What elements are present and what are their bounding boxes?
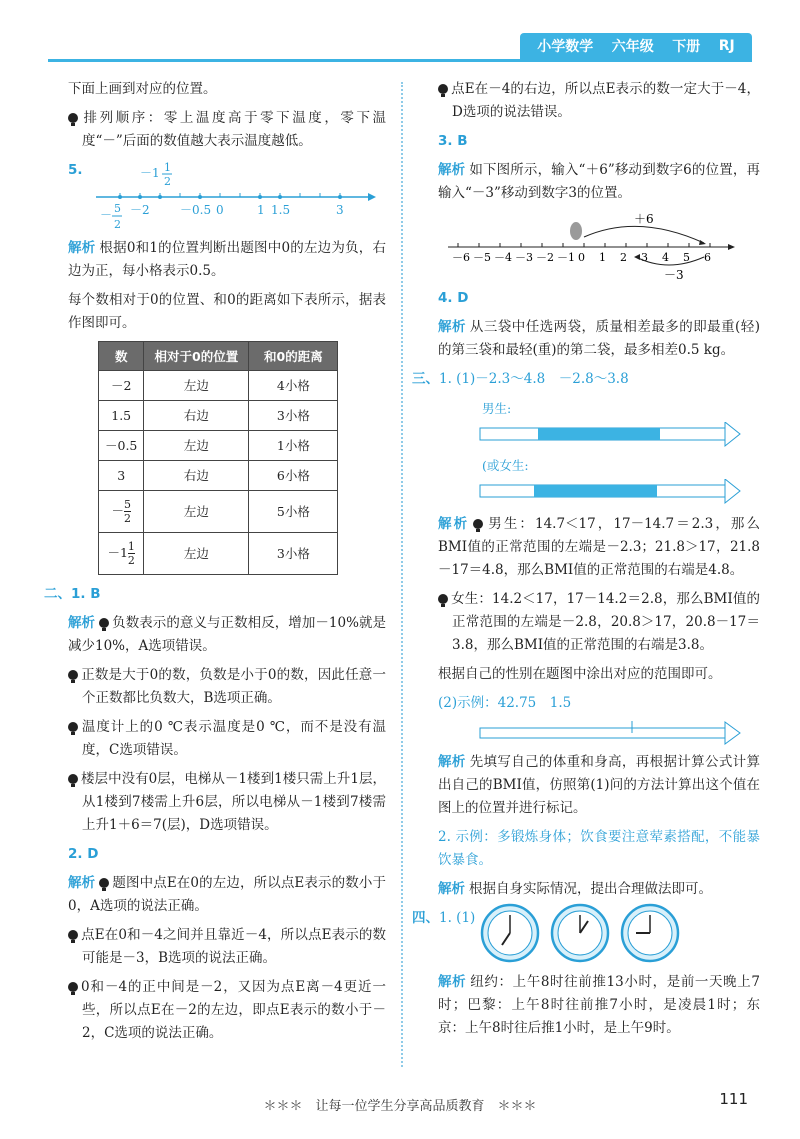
female-label: (或女生: — [482, 458, 529, 473]
s2-q1-analysis — [68, 612, 386, 658]
th-dist: 和0的距离 — [249, 342, 338, 371]
cell: 3小格 — [249, 533, 338, 575]
s2-q1 — [44, 583, 386, 606]
table-row — [99, 401, 338, 431]
s4-analysis — [438, 971, 760, 1040]
frac-sign: － — [111, 503, 124, 518]
tick-label: －1 — [557, 251, 575, 264]
point-neg-2-5 — [118, 195, 122, 199]
table-row — [99, 371, 338, 401]
left-column — [44, 78, 387, 1051]
analysis-label: 解析 — [68, 615, 96, 631]
analysis-label: 解析 — [438, 974, 467, 990]
header-edition: RJ — [718, 38, 735, 54]
bullet-text: 0和－4的正中间是－2，又因为点E离－4更近一些，所以点E在－2的左边，即点E表示的数小于－2，C选项的说法正确。 — [81, 979, 386, 1041]
q5-number-line — [68, 159, 386, 237]
table-row — [99, 491, 338, 533]
bullet-text: 点E在0和－4之间并且靠近－4，所以点E表示的数可能是－3，B选项的说法正确。 — [81, 927, 386, 966]
cell: 5小格 — [249, 491, 338, 533]
label-1-5: 1.5 — [271, 203, 291, 217]
q5-analysis-2: 每个数相对于0的位置、和0的距离如下表所示，据表作图即可。 — [68, 292, 386, 331]
q4-analysis-text: 从三袋中任选两袋，质量相差最多的即最重(轻)的第三袋和最轻(重)的第二袋，最多相差0.5 kg。 — [438, 319, 760, 358]
label-1: 1 — [257, 203, 265, 217]
analysis-label: 解析 — [68, 240, 96, 256]
frac-n: 5 — [123, 498, 131, 511]
frac-whole: 1 — [119, 545, 128, 560]
cell: 1.5 — [99, 401, 144, 431]
s2-q1-analysis-text: 负数表示的意义与正数相反，增加－10%就是减少10%，A选项错误。 — [68, 615, 387, 654]
cell: 右边 — [144, 401, 249, 431]
clock-icon — [622, 905, 678, 961]
s4-q1 — [412, 907, 760, 971]
bullet-text: 楼层中没有0层，电梯从－1楼到1楼只需上升1层，从1楼到7楼需上升6层，所以电梯从－1楼到7楼需上升1＋6＝7(层)，D选项错误。 — [81, 771, 386, 833]
bulb-icon — [438, 594, 448, 604]
tick-label: －2 — [536, 251, 554, 264]
tick-label: －4 — [494, 251, 512, 264]
header-grade: 六年级 — [611, 39, 654, 55]
cell: 左边 — [144, 533, 249, 575]
right-column — [412, 78, 761, 1046]
analysis-label: 解析 — [438, 881, 465, 897]
intro-bullet-text: 排列顺序：零上温度高于零下温度，零下温度“－”后面的数值越大表示温度越低。 — [81, 110, 386, 149]
bulb-icon — [68, 774, 78, 784]
bullet-text: 正数是大于0的数，负数是小于0的数，因此任意一个正数都比负数大，B选项正确。 — [81, 667, 386, 706]
th-num: 数 — [99, 342, 144, 371]
header-rule — [48, 59, 752, 62]
cell-fraction — [99, 491, 144, 533]
frac-d: 2 — [127, 554, 135, 567]
male-range-fill — [538, 428, 660, 440]
robot-icon — [570, 222, 582, 240]
s3-analysis-3: 根据自己的性别在题图中涂出对应的范围即可。 — [438, 666, 722, 682]
bulb-icon — [99, 618, 109, 628]
cell: －2 — [99, 371, 144, 401]
table-row — [99, 533, 338, 575]
tick-label: 6 — [704, 251, 711, 264]
th-pos: 相对于0的位置 — [144, 342, 249, 371]
section-3-label: 三、 — [412, 371, 439, 387]
bulb-icon — [68, 113, 78, 123]
bulb-icon — [438, 84, 448, 94]
q3-answer: 3. B — [438, 133, 468, 149]
label-neg0-5: －0.5 — [180, 203, 212, 217]
cell: 3 — [99, 461, 144, 491]
s3-q2-answer: (2)示例：42.75 1.5 — [438, 695, 572, 711]
female-range-fill — [534, 485, 657, 497]
bulb-icon — [68, 982, 78, 992]
s2-q2-analysis — [68, 872, 386, 918]
header-volume: 下册 — [672, 39, 701, 55]
s3-q1-answer: 1. (1)－2.3～4.8 －2.8～3.8 — [439, 371, 629, 387]
sample-ruler — [478, 721, 758, 745]
minus-3-label: －3 — [664, 268, 684, 282]
frac-n: 1 — [127, 540, 135, 553]
section-4-label: 四、 — [412, 910, 439, 926]
q3-analysis-text: 如下图所示，输入“＋6”移动到数字6的位置，再输入“－3”移动到数字3的位置。 — [438, 162, 761, 201]
s2-q1-bullet-4 — [68, 768, 386, 837]
tick-label: 0 — [578, 251, 585, 264]
q5-analysis — [68, 237, 386, 283]
s2-q1-answer: 1. B — [71, 586, 101, 602]
tick-label: －6 — [452, 251, 470, 264]
s3-q1 — [412, 368, 760, 391]
q3-number-line — [428, 211, 750, 283]
cell: 3小格 — [249, 401, 338, 431]
label-neg2: －2 — [130, 203, 150, 217]
bulb-icon — [99, 878, 109, 888]
bullet-text: 温度计上的0 ℃表示温度是0 ℃，而不是没有温度，C选项错误。 — [81, 719, 386, 758]
intro-bullet — [68, 107, 386, 153]
analysis-label: 解析 — [438, 319, 466, 335]
column-divider — [401, 82, 403, 1067]
cell: 左边 — [144, 491, 249, 533]
q4-analysis — [438, 316, 760, 362]
tick-label: －5 — [473, 251, 491, 264]
table-header — [99, 342, 338, 371]
clock-icon — [552, 905, 608, 961]
s3-q3-analysis-text: 根据自身实际情况，提出合理做法即可。 — [469, 881, 712, 897]
table-row — [99, 431, 338, 461]
label-3: 3 — [336, 203, 344, 217]
s3-q3-answer: 2. 示例：多锻炼身体；饮食要注意荤素搭配，不能暴饮暴食。 — [438, 829, 760, 868]
q4-answer: 4. D — [438, 290, 469, 306]
bulb-icon — [68, 930, 78, 940]
r-bullet-1 — [438, 78, 760, 124]
q5-block — [68, 159, 386, 237]
analysis-label: 解析 — [438, 162, 466, 178]
s2-q1-bullet-3 — [68, 716, 386, 762]
cell-fraction — [99, 533, 144, 575]
s3-analysis-1 — [438, 513, 760, 582]
cell: 左边 — [144, 431, 249, 461]
cell: 6小格 — [249, 461, 338, 491]
tick-label: 4 — [662, 251, 669, 264]
bulb-icon — [68, 722, 78, 732]
s3-q2-analysis-text: 先填写自己的体重和身高，再根据计算公式计算出自己的BMI值，仿照第(1)问的方法计算出这个值在图上的位置并进行标记。 — [438, 754, 761, 816]
s3-q3-analysis — [438, 878, 760, 901]
tick-label: 1 — [599, 251, 606, 264]
footer-slogan: ＊＊＊ 让每一位学生分享高品质教育 ＊＊＊ — [263, 1099, 537, 1114]
intro-text: 下面上画到对应的位置。 — [68, 81, 217, 97]
bulb-icon — [473, 519, 483, 529]
q5-number: 5. — [68, 162, 83, 178]
analysis-label: 解析 — [438, 516, 470, 532]
s2-q2-answer: 2. D — [68, 846, 99, 862]
frac-den: 2 — [114, 218, 121, 231]
male-ruler — [478, 422, 758, 448]
q5-analysis-text: 根据0和1的位置判断出题图中0的左边为负，右边为正，每小格表示0.5。 — [68, 240, 386, 279]
cell: 左边 — [144, 371, 249, 401]
s3-q2-analysis — [438, 751, 760, 820]
cell: 右边 — [144, 461, 249, 491]
bullet-text: 女生：14.2＜17，17－14.2＝2.8，那么BMI值的正常范围的左端是－2.8，20.8＞17，20.8－17＝3.8，那么BMI值的正常范围的右端是3.8。 — [451, 591, 760, 653]
analysis-label: 解析 — [68, 875, 96, 891]
frac-sign: － — [100, 208, 113, 222]
table-row — [99, 461, 338, 491]
page-number: 111 — [719, 1090, 748, 1108]
bulb-icon — [68, 670, 78, 680]
cell: －0.5 — [99, 431, 144, 461]
label-0: 0 — [216, 203, 224, 217]
s2-q2-bullet-3 — [68, 976, 386, 1045]
frac-sign: － — [107, 545, 120, 560]
q3-analysis — [438, 159, 760, 205]
s3-analysis-text: 男生：14.7＜17，17－14.7＝2.3，那么BMI值的正常范围的左端是－2.3；21.8＞17，21.8－17＝4.8，那么BMI值的正常范围的右端是4.8。 — [438, 516, 761, 578]
tick-label: 5 — [683, 251, 690, 264]
cell: 1小格 — [249, 431, 338, 461]
s3-analysis-2 — [438, 588, 760, 657]
clocks — [478, 901, 688, 963]
tick-label: 3 — [641, 251, 648, 264]
label-den: 2 — [164, 175, 171, 188]
plus-6-label: ＋6 — [634, 212, 654, 226]
header-tab — [520, 33, 752, 59]
s4-analysis-text: 纽约：上午8时往前推13小时，是前一天晚上7时；巴黎：上午8时往前推7小时，是凌晨1时；东京：上午8时往后推1小时，是上午9时。 — [438, 974, 761, 1036]
tick-label: 2 — [620, 251, 627, 264]
label-num: 1 — [164, 161, 171, 174]
female-ruler — [478, 479, 758, 505]
section-2-label: 二、 — [44, 586, 71, 602]
frac-num: 5 — [114, 202, 121, 215]
s2-q2-bullet-2 — [68, 924, 386, 970]
cell: 4小格 — [249, 371, 338, 401]
position-table — [98, 341, 338, 575]
tick-label: －3 — [515, 251, 533, 264]
label-neg: －1 — [140, 166, 160, 180]
bullet-text: 点E在－4的右边，所以点E表示的数一定大于－4，D选项的说法错误。 — [451, 81, 760, 120]
s2-q1-bullet-2 — [68, 664, 386, 710]
s2-q2-analysis-text: 题图中点E在0的左边，所以点E表示的数小于0，A选项的说法正确。 — [68, 875, 386, 914]
frac-d: 2 — [123, 512, 131, 525]
male-label: 男生: — [482, 401, 512, 416]
s4-q1-answer: 1. (1) — [439, 910, 476, 926]
clock-icon — [482, 905, 538, 961]
header-subject: 小学数学 — [537, 39, 594, 55]
analysis-label: 解析 — [438, 754, 466, 770]
